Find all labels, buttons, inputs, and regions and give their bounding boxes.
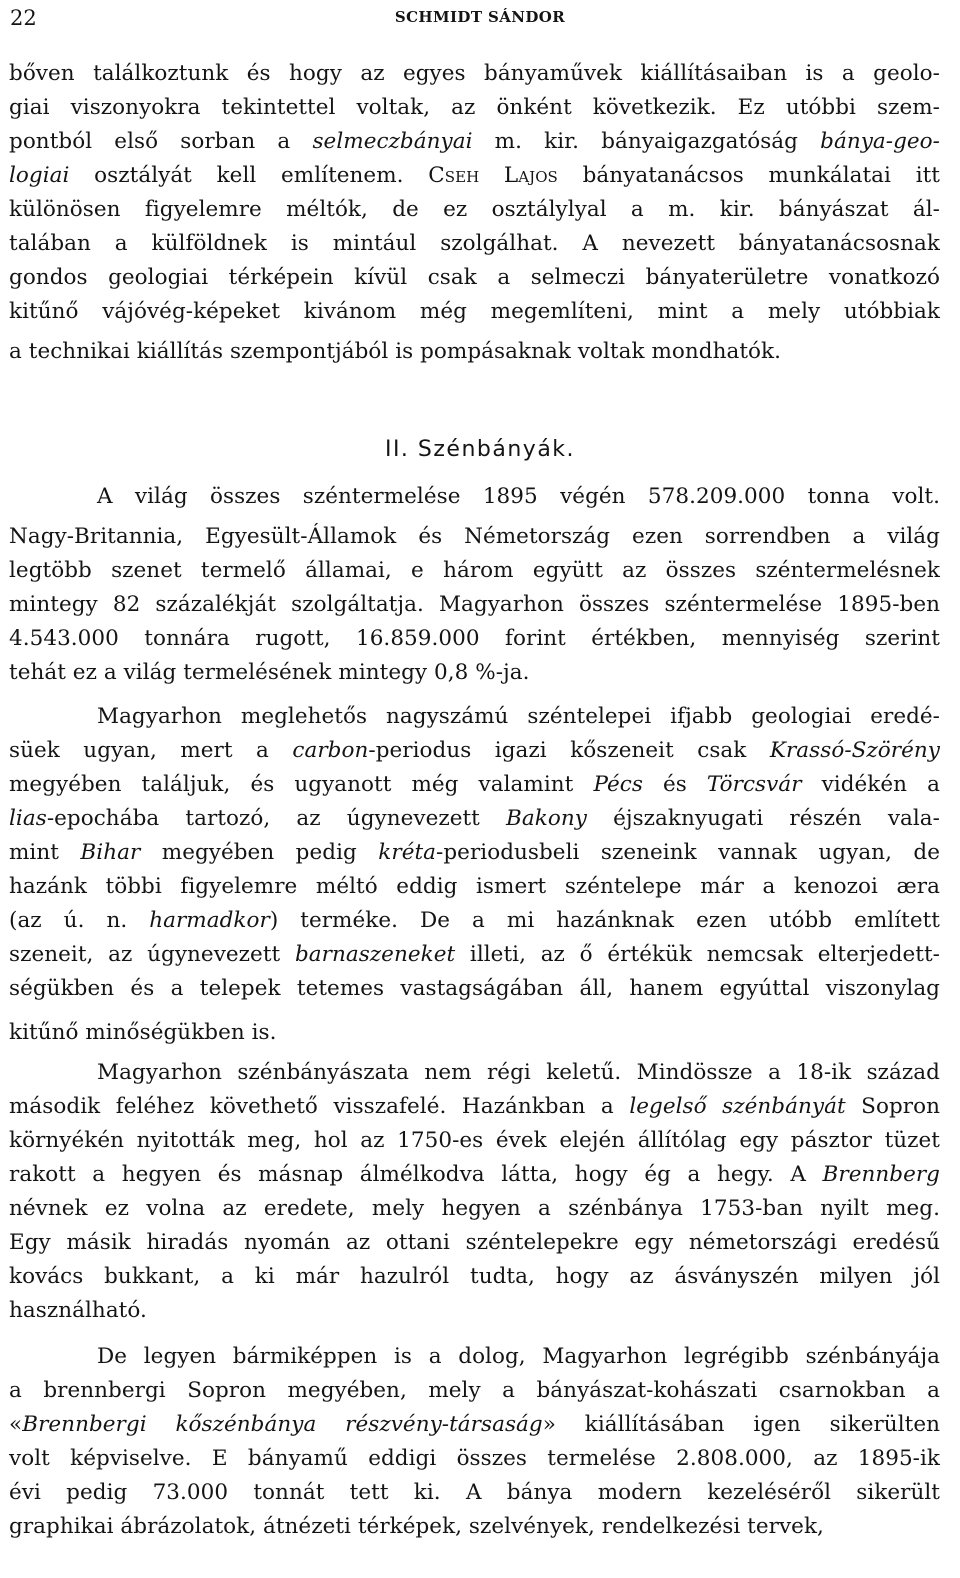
- text-segment: Egy másik hiradás nyomán az ottani széntelepekre egy németországi eredésű: [9, 1230, 940, 1255]
- text-line: [9, 734, 940, 768]
- text-line: [97, 1056, 940, 1090]
- italic-text: carbon: [292, 738, 369, 763]
- text-line: [9, 1374, 940, 1408]
- text-segment: Sopron: [845, 1094, 940, 1119]
- text-segment: második feléhez követhető visszafelé. Hazánkban a: [9, 1094, 630, 1119]
- text-segment: illeti, az ő értékük nemcsak elterjedett-: [455, 942, 940, 967]
- text-segment: -periodus igazi kőszeneit csak: [368, 738, 770, 763]
- italic-text: Krassó-Szörény: [769, 738, 940, 763]
- italic-text: Bakony: [506, 806, 587, 831]
- text-segment: éjszaknyugati részén vala-: [586, 806, 940, 831]
- text-line: [9, 1158, 940, 1192]
- text-segment: Magyarhon meglehetős nagyszámú széntelepei ifjabb geologiai eredé-: [97, 704, 940, 729]
- text-segment: szeneit, az úgynevezett: [9, 942, 295, 967]
- text-segment: süek ugyan, mert a: [9, 738, 293, 763]
- text-segment: a technikai kiállítás szempontjából is pompásaknak voltak mondhatók.: [9, 339, 781, 364]
- italic-text: harmadkor: [149, 908, 270, 933]
- text-line: [9, 159, 940, 193]
- text-segment: bányatanácsos munkálatai itt: [557, 163, 940, 188]
- text-segment: hazánk többi figyelemre méltó eddig ismert széntelepe már a kenozoi æra: [9, 874, 940, 899]
- text-segment: ségükben és a telepek tetemes vastagságában áll, hanem egyúttal viszonylag: [9, 976, 940, 1001]
- text-line: [9, 768, 940, 802]
- italic-text: Törcsvár: [706, 772, 802, 797]
- text-segment: volt képviselve. E bányamű eddigi összes termelése 2.808.000, az 1895-ik: [9, 1446, 940, 1471]
- text-segment: » kiállításában igen sikerülten: [542, 1412, 940, 1437]
- text-segment: használható.: [9, 1298, 147, 1323]
- italic-text: Brennberg: [822, 1162, 940, 1187]
- text-line: [9, 1476, 940, 1510]
- text-segment: (az ú. n.: [9, 908, 150, 933]
- text-line: [9, 1294, 940, 1328]
- running-title: SCHMIDT SÁNDOR: [394, 8, 566, 26]
- text-line: [9, 1124, 940, 1158]
- italic-text: logiai: [9, 163, 70, 188]
- text-line: [97, 480, 940, 514]
- text-segment: «: [9, 1412, 23, 1437]
- text-line: [9, 193, 940, 227]
- text-segment: kitűnő minőségükben is.: [9, 1020, 277, 1045]
- text-line: [9, 1510, 940, 1544]
- text-line: [9, 836, 940, 870]
- text-segment: mintegy 82 százalékját szolgáltatja. Magyarhon összes széntermelése 1895-ben: [9, 592, 940, 617]
- text-line: [9, 91, 940, 125]
- text-segment: évi pedig 73.000 tonnát tett ki. A bánya modern kezeléséről sikerült: [9, 1480, 940, 1505]
- text-segment: és: [642, 772, 707, 797]
- text-segment: Magyarhon szénbányászata nem régi keletű. Mindössze a 18-ik század: [97, 1060, 940, 1085]
- text-segment: vidékén a: [801, 772, 940, 797]
- text-segment: megyében pedig: [140, 840, 379, 865]
- text-line: [97, 1340, 940, 1374]
- text-line: [9, 1442, 940, 1476]
- text-line: [9, 588, 940, 622]
- text-line: [9, 1408, 940, 1442]
- text-line: [9, 520, 940, 554]
- text-segment: 4.543.000 tonnára rugott, 16.859.000 forint értékben, mennyiség szerint: [9, 626, 940, 651]
- text-segment: m. kir. bányaigazgatóság: [472, 129, 821, 154]
- italic-text: legelső szénbányát: [629, 1094, 846, 1119]
- text-segment: mint: [9, 840, 81, 865]
- text-line: [9, 261, 940, 295]
- text-line: [97, 700, 940, 734]
- italic-text: bánya-geo-: [820, 129, 940, 154]
- text-line: [9, 972, 940, 1006]
- text-segment: különösen figyelemre méltók, de ez osztálylyal a m. kir. bányászat ál-: [9, 197, 940, 222]
- italic-text: selmeczbányai: [312, 129, 473, 154]
- small-caps-text: Cseh Lajos: [428, 163, 558, 188]
- italic-text: Brennbergi kőszénbánya részvény-társaság: [22, 1412, 543, 1437]
- italic-text: lias: [9, 806, 47, 831]
- text-line: [9, 125, 940, 159]
- text-line: [9, 1260, 940, 1294]
- section-heading: II. Szénbányák.: [384, 437, 576, 462]
- text-line: [9, 1090, 940, 1124]
- text-segment: Nagy-Britannia, Egyesült-Államok és Németország ezen sorrendben a világ: [9, 524, 940, 549]
- text-segment: A világ összes széntermelése 1895 végén 578.209.000 tonna volt.: [97, 484, 940, 509]
- page-header: [10, 6, 950, 30]
- text-segment: giai viszonyokra tekintettel voltak, az önként következik. Ez utóbbi szem-: [9, 95, 940, 120]
- text-segment: legtöbb szenet termelő államai, e három együtt az összes széntermelésnek: [9, 558, 940, 583]
- text-segment: tehát ez a világ termelésének mintegy 0,8 %-ja.: [9, 660, 530, 685]
- text-line: [9, 1226, 940, 1260]
- italic-text: kréta: [378, 840, 437, 865]
- italic-text: Bihar: [80, 840, 141, 865]
- text-segment: a brennbergi Sopron megyében, mely a bányászat-kohászati csarnokban a: [9, 1378, 940, 1403]
- text-line: [9, 622, 940, 656]
- text-segment: megyében találjuk, és ugyanott még valamint: [9, 772, 594, 797]
- text-segment: névnek ez volna az eredete, mely hegyen a szénbánya 1753-ban nyilt meg.: [9, 1196, 940, 1221]
- italic-text: Pécs: [593, 772, 643, 797]
- text-segment: bőven találkoztunk és hogy az egyes bányaművek kiállításaiban is a geolo-: [9, 61, 940, 86]
- text-segment: De legyen bármiképpen is a dolog, Magyarhon legrégibb szénbányája: [97, 1344, 940, 1369]
- text-segment: osztályát kell említenem.: [69, 163, 429, 188]
- text-segment: pontból első sorban a: [9, 129, 313, 154]
- text-segment: rakott a hegyen és másnap álmélkodva látta, hogy ég a hegy. A: [9, 1162, 823, 1187]
- page-number: 22: [10, 6, 37, 30]
- text-line: [9, 1192, 940, 1226]
- text-segment: gondos geologiai térképein kívül csak a selmeczi bányaterületre vonatkozó: [9, 265, 940, 290]
- text-line: [9, 870, 940, 904]
- text-segment: kovács bukkant, a ki már hazulról tudta, hogy az ásványszén milyen jól: [9, 1264, 940, 1289]
- text-segment: környékén nyitották meg, hol az 1750-es évek elején állítólag egy pásztor tüzet: [9, 1128, 940, 1153]
- text-line: [9, 227, 940, 261]
- text-line: [9, 1016, 940, 1050]
- text-segment: talában a külföldnek is mintául szolgálhat. A nevezett bányatanácsosnak: [9, 231, 940, 256]
- text-line: [9, 335, 940, 369]
- text-segment: kitűnő vájóvég-képeket kivánom még megemlíteni, mint a mely utóbbiak: [9, 299, 940, 324]
- text-line: [9, 938, 940, 972]
- text-segment: -periodusbeli szeneink vannak ugyan, de: [436, 840, 941, 865]
- text-line: [9, 554, 940, 588]
- text-line: [9, 57, 940, 91]
- text-segment: ) terméke. De a mi hazánknak ezen utóbb említett: [269, 908, 940, 933]
- text-segment: graphikai ábrázolatok, átnézeti térképek, szelvények, rendelkezési tervek,: [9, 1514, 824, 1539]
- text-segment: -epochába tartozó, az úgynevezett: [46, 806, 507, 831]
- text-line: [9, 295, 940, 329]
- italic-text: barnaszeneket: [294, 942, 456, 967]
- text-line: [9, 656, 940, 690]
- text-line: [9, 904, 940, 938]
- text-line: [9, 802, 940, 836]
